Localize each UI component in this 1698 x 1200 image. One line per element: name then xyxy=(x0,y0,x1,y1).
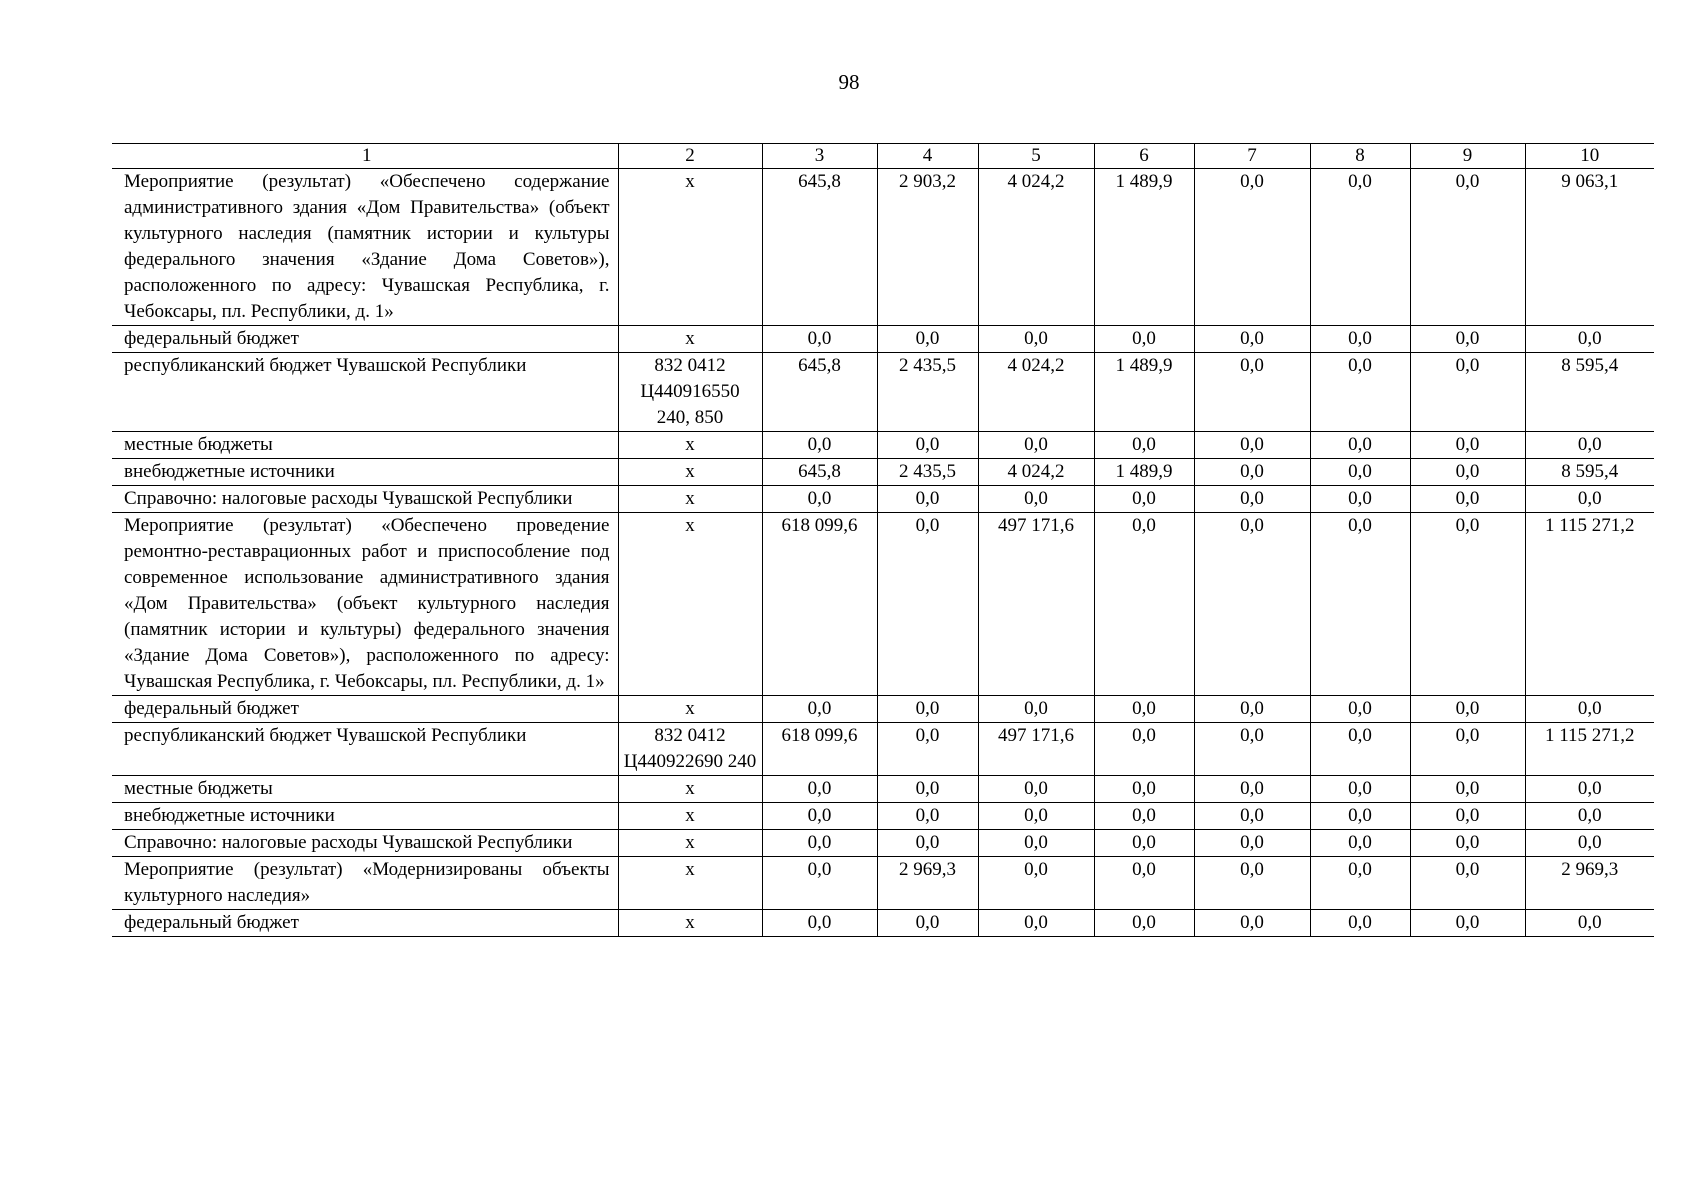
row-code-cell: x xyxy=(618,830,762,857)
value-cell: 0,0 xyxy=(1094,513,1194,696)
value-cell: 4 024,2 xyxy=(978,459,1094,486)
value-cell: 0,0 xyxy=(978,696,1094,723)
value-cell: 0,0 xyxy=(1410,353,1525,432)
value-cell: 0,0 xyxy=(978,486,1094,513)
value-cell: 0,0 xyxy=(1525,830,1654,857)
row-code-cell: x xyxy=(618,696,762,723)
value-cell: 0,0 xyxy=(1094,776,1194,803)
value-cell: 0,0 xyxy=(1310,723,1410,776)
value-cell: 0,0 xyxy=(978,326,1094,353)
row-name-cell: Справочно: налоговые расходы Чувашской Республики xyxy=(112,830,618,857)
row-code-cell: x xyxy=(618,910,762,937)
value-cell: 0,0 xyxy=(1194,432,1310,459)
value-cell: 0,0 xyxy=(762,910,877,937)
table-row xyxy=(112,486,1654,513)
value-cell: 0,0 xyxy=(1094,486,1194,513)
table-row xyxy=(112,696,1654,723)
value-cell: 0,0 xyxy=(1525,432,1654,459)
table-row xyxy=(112,803,1654,830)
value-cell: 0,0 xyxy=(1525,803,1654,830)
row-name-cell: федеральный бюджет xyxy=(112,696,618,723)
value-cell: 0,0 xyxy=(1525,486,1654,513)
value-cell: 0,0 xyxy=(1410,169,1525,326)
row-name-cell: республиканский бюджет Чувашской Республики xyxy=(112,723,618,776)
value-cell: 0,0 xyxy=(1194,513,1310,696)
value-cell: 0,0 xyxy=(1094,803,1194,830)
row-name-cell: федеральный бюджет xyxy=(112,910,618,937)
table-row xyxy=(112,910,1654,937)
budget-table xyxy=(112,143,1654,937)
row-code-cell: x xyxy=(618,326,762,353)
value-cell: 0,0 xyxy=(1410,459,1525,486)
value-cell: 4 024,2 xyxy=(978,353,1094,432)
value-cell: 2 435,5 xyxy=(877,459,978,486)
value-cell: 0,0 xyxy=(1310,486,1410,513)
value-cell: 0,0 xyxy=(1410,432,1525,459)
value-cell: 2 969,3 xyxy=(1525,857,1654,910)
row-code-cell: x xyxy=(618,776,762,803)
row-code-cell: x xyxy=(618,486,762,513)
value-cell: 0,0 xyxy=(1410,857,1525,910)
value-cell: 645,8 xyxy=(762,169,877,326)
table-row xyxy=(112,776,1654,803)
value-cell: 0,0 xyxy=(1094,326,1194,353)
table-row xyxy=(112,326,1654,353)
table-row xyxy=(112,830,1654,857)
value-cell: 0,0 xyxy=(762,486,877,513)
value-cell: 0,0 xyxy=(1094,830,1194,857)
value-cell: 645,8 xyxy=(762,353,877,432)
value-cell: 0,0 xyxy=(978,857,1094,910)
value-cell: 0,0 xyxy=(1194,486,1310,513)
value-cell: 0,0 xyxy=(1525,326,1654,353)
row-code-cell: x xyxy=(618,459,762,486)
value-cell: 0,0 xyxy=(762,432,877,459)
value-cell: 0,0 xyxy=(1310,857,1410,910)
value-cell: 0,0 xyxy=(877,432,978,459)
row-name-cell: Мероприятие (результат) «Обеспечено проведение ремонтно-реставрационных работ и приспособление под современное использование административного здания «Дом Правительства» (объект культурного наследия (памятник истории и культуры) федерального значения «Здание Дома Советов»), расположенного по адресу: Чувашская Республика, г. Чебоксары, пл. Республики, д. 1» xyxy=(112,513,618,696)
row-code-cell: x xyxy=(618,432,762,459)
value-cell: 0,0 xyxy=(1310,513,1410,696)
header-cell: 4 xyxy=(877,144,978,169)
header-cell: 1 xyxy=(112,144,618,169)
value-cell: 0,0 xyxy=(762,857,877,910)
value-cell: 0,0 xyxy=(1410,723,1525,776)
value-cell: 618 099,6 xyxy=(762,513,877,696)
header-cell: 7 xyxy=(1194,144,1310,169)
row-name-cell: Справочно: налоговые расходы Чувашской Республики xyxy=(112,486,618,513)
value-cell: 0,0 xyxy=(1094,432,1194,459)
table-row xyxy=(112,353,1654,432)
value-cell: 0,0 xyxy=(1310,910,1410,937)
value-cell: 1 115 271,2 xyxy=(1525,723,1654,776)
value-cell: 0,0 xyxy=(877,910,978,937)
value-cell: 0,0 xyxy=(1194,169,1310,326)
value-cell: 0,0 xyxy=(1410,486,1525,513)
page-number: 98 xyxy=(838,70,860,94)
value-cell: 0,0 xyxy=(978,910,1094,937)
value-cell: 0,0 xyxy=(1310,432,1410,459)
value-cell: 0,0 xyxy=(1094,723,1194,776)
value-cell: 8 595,4 xyxy=(1525,459,1654,486)
table-header-row xyxy=(112,144,1654,169)
value-cell: 0,0 xyxy=(1194,776,1310,803)
value-cell: 0,0 xyxy=(1310,803,1410,830)
value-cell: 2 969,3 xyxy=(877,857,978,910)
row-name-cell: Мероприятие (результат) «Обеспечено содержание административного здания «Дом Правительства» (объект культурного наследия (памятник истории и культуры федерального значения «Здание Дома Советов»), расположенного по адресу: Чувашская Республика, г. Чебоксары, пл. Республики, д. 1» xyxy=(112,169,618,326)
value-cell: 0,0 xyxy=(877,326,978,353)
table-row xyxy=(112,513,1654,696)
row-name-cell: Мероприятие (результат) «Модернизированы объекты культурного наследия» xyxy=(112,857,618,910)
value-cell: 0,0 xyxy=(1310,169,1410,326)
value-cell: 0,0 xyxy=(1310,830,1410,857)
value-cell: 0,0 xyxy=(877,803,978,830)
table-row xyxy=(112,432,1654,459)
value-cell: 0,0 xyxy=(762,776,877,803)
row-code-cell: x xyxy=(618,169,762,326)
value-cell: 0,0 xyxy=(1194,723,1310,776)
row-code-cell: x xyxy=(618,857,762,910)
value-cell: 0,0 xyxy=(762,696,877,723)
value-cell: 0,0 xyxy=(978,830,1094,857)
value-cell: 0,0 xyxy=(1410,776,1525,803)
value-cell: 0,0 xyxy=(1525,910,1654,937)
value-cell: 0,0 xyxy=(1094,696,1194,723)
value-cell: 618 099,6 xyxy=(762,723,877,776)
header-cell: 9 xyxy=(1410,144,1525,169)
value-cell: 497 171,6 xyxy=(978,723,1094,776)
value-cell: 2 903,2 xyxy=(877,169,978,326)
table-row xyxy=(112,459,1654,486)
value-cell: 497 171,6 xyxy=(978,513,1094,696)
value-cell: 0,0 xyxy=(877,723,978,776)
row-name-cell: внебюджетные источники xyxy=(112,459,618,486)
header-cell: 3 xyxy=(762,144,877,169)
row-name-cell: внебюджетные источники xyxy=(112,803,618,830)
value-cell: 0,0 xyxy=(1310,776,1410,803)
value-cell: 0,0 xyxy=(1525,776,1654,803)
row-name-cell: местные бюджеты xyxy=(112,432,618,459)
value-cell: 0,0 xyxy=(1194,830,1310,857)
value-cell: 0,0 xyxy=(978,432,1094,459)
value-cell: 1 489,9 xyxy=(1094,353,1194,432)
value-cell: 8 595,4 xyxy=(1525,353,1654,432)
value-cell: 0,0 xyxy=(1194,326,1310,353)
value-cell: 0,0 xyxy=(1194,353,1310,432)
value-cell: 2 435,5 xyxy=(877,353,978,432)
header-cell: 5 xyxy=(978,144,1094,169)
value-cell: 0,0 xyxy=(1410,326,1525,353)
value-cell: 0,0 xyxy=(762,803,877,830)
value-cell: 0,0 xyxy=(1310,459,1410,486)
header-cell: 8 xyxy=(1310,144,1410,169)
value-cell: 4 024,2 xyxy=(978,169,1094,326)
row-name-cell: местные бюджеты xyxy=(112,776,618,803)
row-name-cell: федеральный бюджет xyxy=(112,326,618,353)
value-cell: 0,0 xyxy=(1310,696,1410,723)
value-cell: 645,8 xyxy=(762,459,877,486)
table-row xyxy=(112,857,1654,910)
value-cell: 0,0 xyxy=(1525,696,1654,723)
header-cell: 6 xyxy=(1094,144,1194,169)
table-row xyxy=(112,723,1654,776)
value-cell: 0,0 xyxy=(877,486,978,513)
value-cell: 0,0 xyxy=(1410,830,1525,857)
value-cell: 0,0 xyxy=(1410,696,1525,723)
row-name-cell: республиканский бюджет Чувашской Республики xyxy=(112,353,618,432)
value-cell: 0,0 xyxy=(877,830,978,857)
value-cell: 0,0 xyxy=(1410,803,1525,830)
value-cell: 0,0 xyxy=(1094,857,1194,910)
value-cell: 0,0 xyxy=(1310,326,1410,353)
value-cell: 0,0 xyxy=(1194,459,1310,486)
value-cell: 1 489,9 xyxy=(1094,459,1194,486)
value-cell: 0,0 xyxy=(877,696,978,723)
value-cell: 0,0 xyxy=(1094,910,1194,937)
value-cell: 0,0 xyxy=(877,513,978,696)
value-cell: 9 063,1 xyxy=(1525,169,1654,326)
table-body xyxy=(112,144,1654,937)
value-cell: 0,0 xyxy=(1194,803,1310,830)
value-cell: 0,0 xyxy=(978,803,1094,830)
value-cell: 0,0 xyxy=(1194,910,1310,937)
value-cell: 0,0 xyxy=(978,776,1094,803)
value-cell: 0,0 xyxy=(1194,696,1310,723)
value-cell: 1 489,9 xyxy=(1094,169,1194,326)
row-code-cell: 832 0412 Ц440922690 240 xyxy=(618,723,762,776)
value-cell: 0,0 xyxy=(1310,353,1410,432)
value-cell: 0,0 xyxy=(1410,910,1525,937)
value-cell: 0,0 xyxy=(1410,513,1525,696)
header-cell: 2 xyxy=(618,144,762,169)
value-cell: 0,0 xyxy=(877,776,978,803)
value-cell: 1 115 271,2 xyxy=(1525,513,1654,696)
row-code-cell: 832 0412 Ц440916550 240, 850 xyxy=(618,353,762,432)
row-code-cell: x xyxy=(618,803,762,830)
value-cell: 0,0 xyxy=(762,830,877,857)
table-row xyxy=(112,169,1654,326)
value-cell: 0,0 xyxy=(762,326,877,353)
value-cell: 0,0 xyxy=(1194,857,1310,910)
header-cell: 10 xyxy=(1525,144,1654,169)
row-code-cell: x xyxy=(618,513,762,696)
